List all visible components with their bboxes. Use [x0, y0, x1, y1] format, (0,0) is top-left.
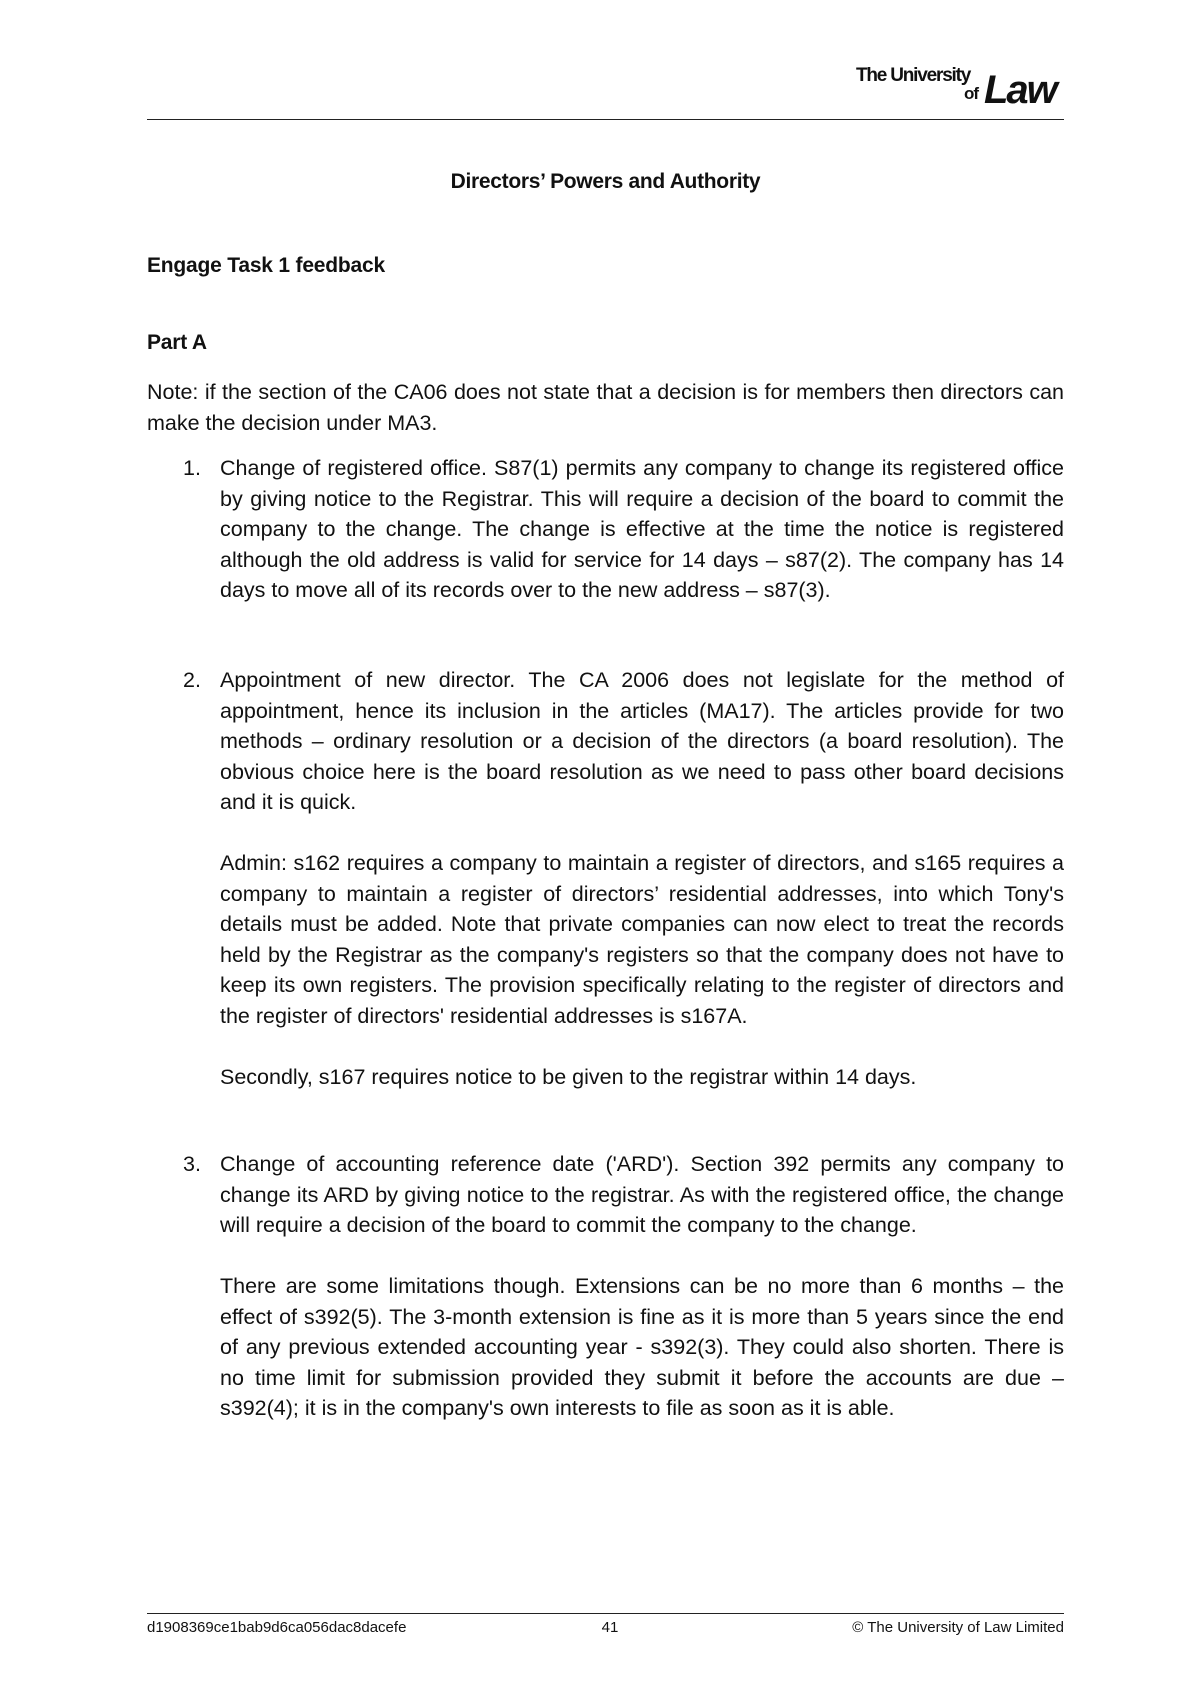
section-heading-engage: Engage Task 1 feedback: [147, 254, 385, 277]
note-paragraph: Note: if the section of the CA06 does not state that a decision is for members then directors can make the decision under MA3.: [147, 380, 1064, 435]
footer-divider: [147, 1613, 1064, 1614]
list-item-paragraph: Change of registered office. S87(1) permits any company to change its registered office by giving notice to the Registrar. This will require a decision of the board to commit the company to the change. The change is effective at the time the notice is registered although the old address is valid for service for 14 days – s87(2). The company has 14 days to move all of its records over to the new address – s87(3).: [220, 456, 1064, 602]
footer-page-number: 41: [601, 1619, 619, 1636]
header-divider: [147, 119, 1064, 120]
list-item-number: 3.: [183, 1152, 201, 1176]
list-item-paragraph: Appointment of new director. The CA 2006 does not legislate for the method of appointment, hence its inclusion in the articles (MA17). The articles provide for two methods – ordinary resolution or a decision of the directors (a board resolution). The obvious choice here is the board resolution as we need to pass other board decisions and it is quick.: [220, 668, 1064, 814]
limitations-paragraph: There are some limitations though. Extensions can be no more than 6 months – the effect of s392(5). The 3-month extension is fine as it is more than 5 years since the end of any previous extended accounting year - s392(3). They could also shorten. There is no time limit for submission provided they submit it before the accounts are due – s392(4); it is in the company's own interests to file as soon as it is able.: [220, 1274, 1064, 1420]
section-heading-part-a: Part A: [147, 331, 207, 354]
list-item-2: [183, 665, 1064, 1092]
list-item-number: 1.: [183, 456, 201, 480]
university-of-law-logo: [856, 66, 1068, 110]
secondly-paragraph: Secondly, s167 requires notice to be given to the registrar within 14 days.: [220, 1064, 917, 1089]
logo-text-law: Law: [984, 68, 1056, 112]
list-item-3: [183, 1149, 1064, 1424]
logo-text-of: of: [964, 84, 979, 103]
footer-document-id: d1908369ce1bab9d6ca056dac8dacefe: [147, 1619, 407, 1636]
footer-copyright: © The University of Law Limited: [852, 1619, 1064, 1636]
list-item-paragraph: Change of accounting reference date ('ARD'). Section 392 permits any company to change its ARD by giving notice to the registrar. As with the registered office, the change will require a decision of the board to commit the company to the change.: [220, 1152, 1064, 1237]
list-item-number: 2.: [183, 668, 201, 692]
page-title: Directors’ Powers and Authority: [450, 170, 761, 193]
admin-paragraph: Admin: s162 requires a company to maintain a register of directors, and s165 requires a company to maintain a register of directors’ residential addresses, into which Tony's details must be added. Note that private companies can now elect to treat the records held by the Registrar as the company's registers so that the company does not have to keep its own registers. The provision specifically relating to the register of directors and the register of directors' residential addresses is s167A.: [220, 851, 1064, 1028]
logo-text-university: The University: [856, 65, 971, 86]
list-item-1: [183, 453, 1064, 606]
